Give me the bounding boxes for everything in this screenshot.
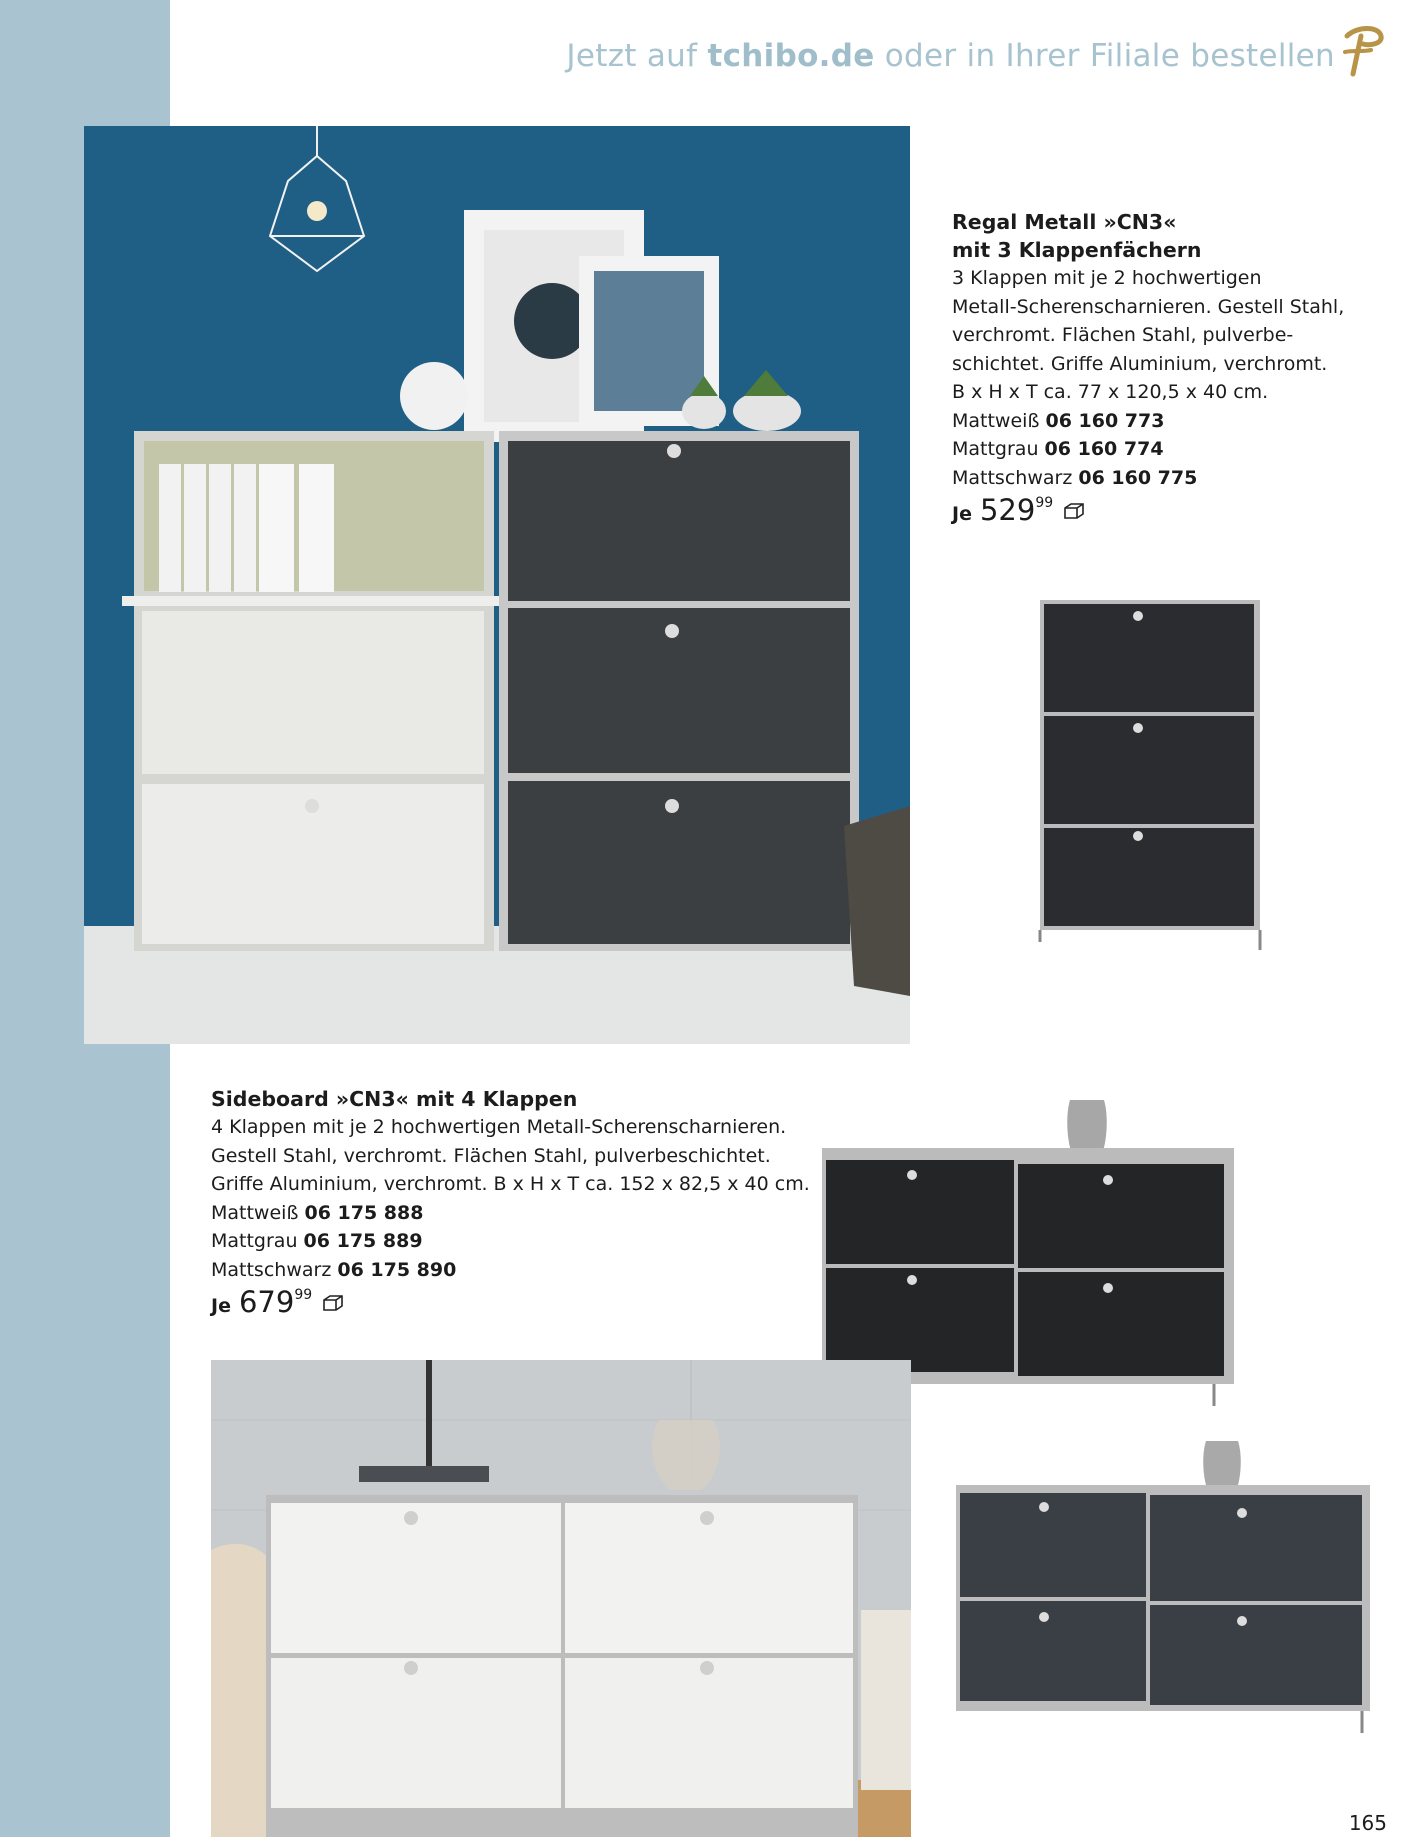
regal-room-photo — [84, 126, 910, 1044]
regal-variant: Mattweiß 06 160 773 — [952, 409, 1165, 432]
product-regal-info — [952, 208, 1372, 531]
sideboard-desc-line: 4 Klappen mit je 2 hochwertigen Metall-Scherenscharnieren. — [211, 1116, 787, 1138]
regal-title-line1: Regal Metall »CN3« — [952, 210, 1177, 234]
regal-desc-line: B x H x T ca. 77 x 120,5 x 40 cm. — [952, 381, 1269, 403]
regal-desc-line: Metall-Scherenscharnieren. Gestell Stahl, — [952, 295, 1345, 318]
page-header — [566, 38, 1335, 74]
regal-desc-line: schichtet. Griffe Aluminium, verchromt. — [952, 352, 1328, 375]
tchibo-logo-icon — [1337, 22, 1385, 78]
regal-variant: Mattgrau 06 160 774 — [952, 438, 1164, 460]
sideboard-desc-line: Griffe Aluminium, verchromt. B x H x T ca. 152 x 82,5 x 40 cm. — [211, 1173, 810, 1195]
regal-price: Je 529 99 — [952, 496, 1372, 531]
package-icon — [1063, 502, 1085, 520]
sideboard-grey-cutout-image — [950, 1435, 1375, 1735]
regal-desc-line: 3 Klappen mit je 2 hochwertigen — [952, 267, 1262, 289]
regal-desc-line: verchromt. Flächen Stahl, pulverbe- — [952, 324, 1294, 346]
sideboard-price: Je 679 99 — [211, 1288, 811, 1323]
regal-cutout-image — [1030, 592, 1270, 952]
sideboard-room-photo — [211, 1360, 911, 1837]
sideboard-variant: Mattschwarz 06 175 890 — [211, 1258, 457, 1281]
sideboard-title: Sideboard »CN3« mit 4 Klappen — [211, 1087, 578, 1111]
sideboard-variant: Mattgrau 06 175 889 — [211, 1230, 423, 1252]
header-prefix: Jetzt auf — [566, 38, 708, 74]
sideboard-desc-line: Gestell Stahl, verchromt. Flächen Stahl, pulverbeschichtet. — [211, 1144, 771, 1167]
header-suffix: oder in Ihrer Filiale bestellen — [874, 38, 1335, 74]
package-icon — [322, 1294, 344, 1312]
regal-title-line2: mit 3 Klappenfächern — [952, 238, 1202, 262]
sideboard-variant: Mattweiß 06 175 888 — [211, 1201, 424, 1224]
regal-variant: Mattschwarz 06 160 775 — [952, 466, 1198, 489]
page-number: 165 — [1348, 1811, 1387, 1835]
header-site-link[interactable]: tchibo.de — [707, 38, 875, 74]
product-sideboard-info — [211, 1085, 811, 1323]
